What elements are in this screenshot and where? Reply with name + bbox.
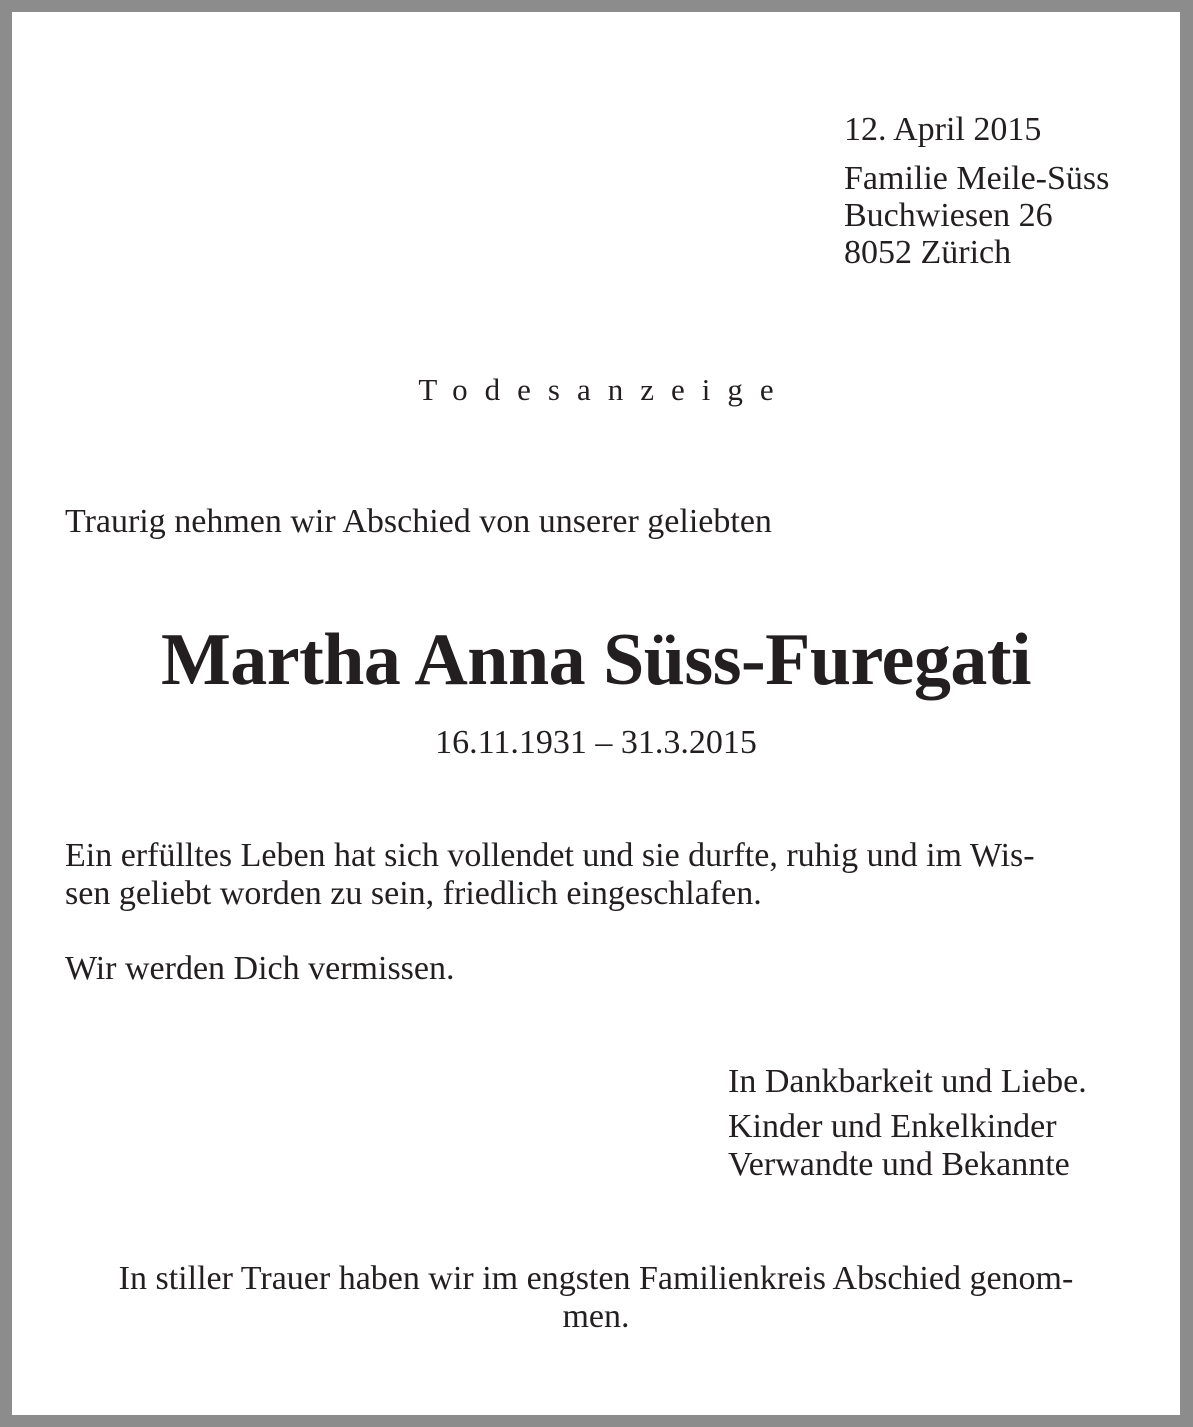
sender-city: 8052 Zürich xyxy=(844,234,1012,271)
sender-family: Familie Meile-Süss xyxy=(844,160,1110,197)
closing-greeting: In Dankbarkeit und Liebe. xyxy=(728,1063,1087,1100)
notice-date: 12. April 2015 xyxy=(844,111,1042,148)
signer-children: Kinder und Enkelkinder xyxy=(728,1108,1057,1145)
footer-line: men. xyxy=(562,1298,630,1335)
message-line: Ein erfülltes Leben hat sich vollendet und sie durfte, ruhig und im Wis- xyxy=(65,837,1035,874)
life-dates: 16.11.1931 – 31.3.2015 xyxy=(435,724,757,761)
footer-note xyxy=(12,1260,1180,1336)
sender-street: Buchwiesen 26 xyxy=(844,197,1053,234)
footer-line: In stiller Trauer haben wir im engsten Familienkreis Abschied genom- xyxy=(118,1260,1074,1297)
signer-relatives: Verwandte und Bekannte xyxy=(728,1146,1070,1183)
closing-block xyxy=(728,1063,1087,1184)
sender-block xyxy=(844,111,1109,271)
message-line: sen geliebt worden zu sein, friedlich eingeschlafen. xyxy=(65,875,762,912)
intro-text: Traurig nehmen wir Abschied von unserer geliebten xyxy=(65,503,772,540)
miss-text: Wir werden Dich vermissen. xyxy=(65,950,455,987)
deceased-name: Martha Anna Süss-Furegati xyxy=(160,619,1032,701)
obituary-page xyxy=(12,12,1180,1415)
message-paragraph xyxy=(65,837,1035,913)
notice-heading: Todesanzeige xyxy=(418,372,791,407)
